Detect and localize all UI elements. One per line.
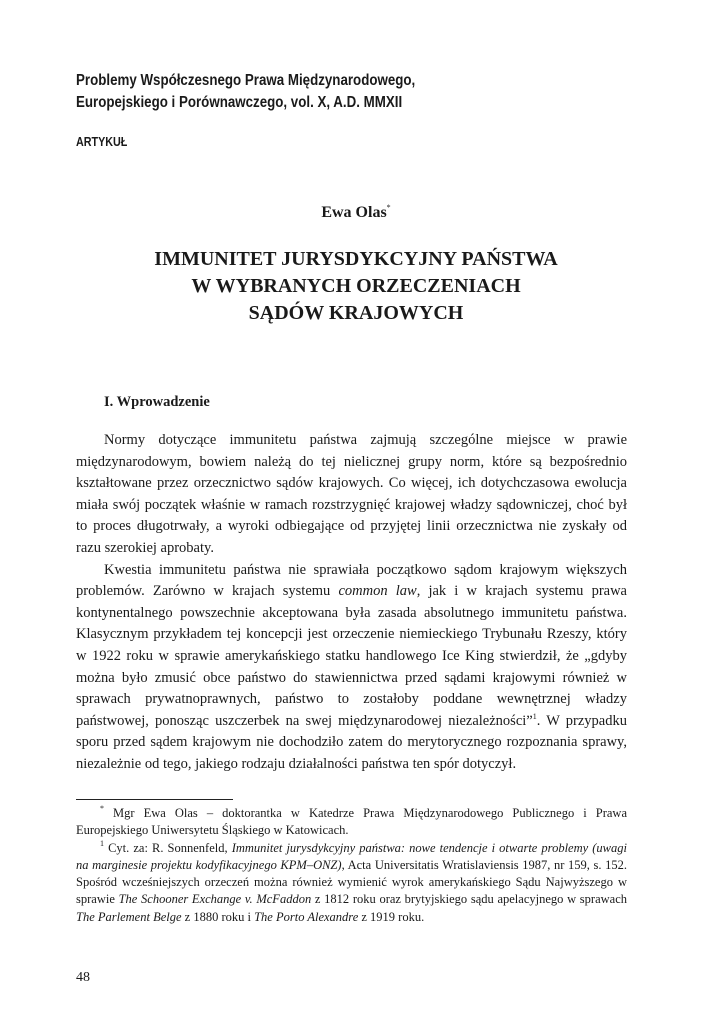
section-heading: I. Wprowadzenie — [104, 394, 210, 410]
author-name: Ewa Olas — [321, 204, 387, 221]
footnote-1-part-d: z 1880 roku i — [181, 909, 255, 924]
footnote-ref-1[interactable]: 1 — [532, 711, 537, 721]
article-title-line-1: IMMUNITET JURYSDYKCYJNY PAŃSTWA — [154, 248, 558, 270]
footnote-1-italic-2: The Schooner Exchange v. McFaddon — [118, 892, 312, 907]
footnote-1-part-e: z 1919 roku. — [358, 909, 425, 924]
footnotes — [76, 805, 627, 926]
footnote-author-mark: * — [100, 804, 104, 813]
paragraph-2-part-a: Kwestia immunitetu państwa nie sprawiała początkowo sądom krajowym większych problemów. Zarówno w krajach systemu — [76, 561, 627, 600]
footnote-1-part-c: z 1812 roku oraz brytyjskiego sądu apelacyjnego w sprawach — [311, 892, 627, 907]
article-title-line-3: SĄDÓW KRAJOWYCH — [248, 302, 464, 324]
section-label: ARTYKUŁ — [76, 135, 128, 149]
journal-title-line-1: Problemy Współczesnego Prawa Międzynarodowego, — [76, 72, 416, 89]
footnote-divider — [76, 799, 233, 800]
footnote-1-italic-3: The Parlement Belge — [76, 909, 182, 924]
journal-title — [76, 70, 558, 114]
article-title-line-2: W WYBRANYCH ORZECZENIACH — [191, 275, 521, 297]
footnote-author-text: Mgr Ewa Olas – doktorantka w Katedrze Prawa Międzynarodowego Publicznego i Prawa Europejskiego Uniwersytetu Śląskiego w Katowicach. — [76, 806, 627, 838]
footnote-1 — [76, 840, 627, 926]
footnote-author — [76, 805, 627, 840]
footnote-1-italic-1: Immunitet jurysdykcyjny państwa: nowe tendencje i otwarte problemy (uwagi na marginesie projektu kodyfikacyjnego KPM–ONZ) — [76, 840, 627, 872]
journal-title-line-2: Europejskiego i Porównawczego, vol. X, A.D. MMXII — [76, 94, 403, 111]
paragraph-2 — [76, 560, 627, 776]
footnote-1-part-b: , Acta Universitatis Wratislaviensis 1987, nr 159, s. 152. Spośród wcześniejszych orzeczeń można również wymienić wyrok amerykańskiego Sądu Najwyższego w sprawie — [76, 857, 627, 907]
article-title — [0, 246, 712, 327]
body-text — [76, 430, 627, 776]
paragraph-1: Normy dotyczące immunitetu państwa zajmują szczególne miejsce w prawie międzynarodowym, bowiem należą do tej nielicznej grupy norm, które są bezpośrednio kształtowane przez orzecznictwo sądów krajowych. Co więcej, ich dotychczasowa ewolucja miała swój początek właśnie w ramach rozstrzygnięć krajowej władzy sądowniczej, choć był to proces długotrwały, a wyroki odbiegające od przyjętej linii orzecznictwa nie zyskały od razu szerokiej aprobaty. — [76, 432, 627, 556]
footnote-1-part-a: Cyt. za: R. Sonnenfeld, — [104, 840, 232, 855]
paragraph-2-part-c: . W przypadku sporu przed sądem krajowym nie dochodziło zatem do merytorycznego rozpoznania sprawy, niezależnie od tego, jakiego rodzaju działalności państwa ten spór dotyczył. — [76, 712, 627, 772]
footnote-1-mark: 1 — [100, 838, 104, 848]
paragraph-2-part-b: , jak i w krajach systemu prawa kontynentalnego powszechnie akceptowana była zasada absolutnego immunitetu państwa. Klasycznym przykładem tej koncepcji jest orzeczenie niemieckiego Trybunału Rzeszy, który w 1922 roku w sprawie amerykańskiego statku handlowego Ice King stwierdził, że „gdyby można było zmusić obce państwo do stawiennictwa przed sądami krajowymi również w sprawach prywatnoprawnych, państwo to zostałoby poddane wewnętrznej władzy państwowej, ponosząc uszczerbek na swej międzynarodowej niezależności” — [76, 583, 627, 729]
author-byline — [0, 203, 712, 222]
paragraph-2-italic-term: common law — [338, 583, 417, 600]
author-footnote-mark[interactable]: * — [386, 203, 391, 212]
footnote-1-italic-4: The Porto Alexandre — [254, 909, 359, 924]
page-number: 48 — [76, 970, 90, 985]
